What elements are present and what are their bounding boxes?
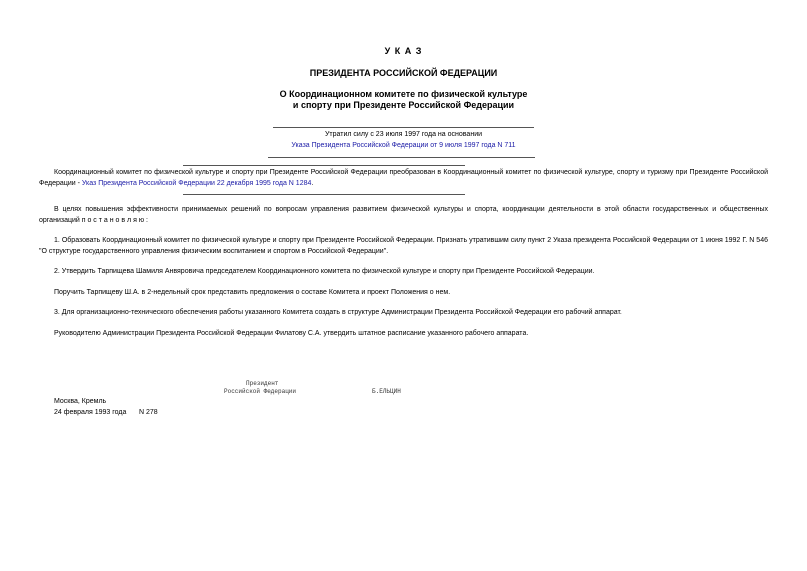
note-bottom-rule (183, 194, 465, 195)
status-text: Утратил силу с 23 июля 1997 года на основании (324, 131, 483, 138)
paragraph-2-instruction: Поручить Тарпищеву Ш.А. в 2-недельный срок представить предложения о составе Комитета и проект Положения о нем. (54, 289, 451, 296)
signature-position-1: Президент (246, 380, 279, 387)
note-text: Координационный комитет по физической культуре и спорту при Президенте Российской Федерации преобразован в Координационный комитет по физической культуре, спорту и туризму при Президенте Российской Федерации - (39, 169, 768, 187)
paragraph-4: Руководителю Администрации Президента Российской Федерации Филатову С.А. утвердить штатное расписание указанного рабочего аппарата. (54, 330, 529, 337)
status-bottom-rule (268, 157, 535, 158)
status-top-rule (273, 127, 534, 128)
note-link[interactable]: Указ Президента Российской Федерации 22 декабря 1995 года N 1284 (81, 180, 312, 187)
paragraph-preamble: В целях повышения эффективности принимаемых решений по вопросам управления развитием физической культуры и спорта, координации деятельности в этой области государственных и общественных организаций п о с т а н о в л я ю : (39, 206, 768, 224)
subject-line-1: О Координационном комитете по физической культуре (279, 89, 528, 99)
signature-position-2: Российской Федерации (224, 388, 297, 395)
date: 24 февраля 1993 года (54, 409, 127, 416)
note-top-rule (183, 165, 465, 166)
decree-number: N 278 (139, 409, 158, 416)
paragraph-2: 2. Утвердить Тарпищева Шамиля Анвяровича председателем Координационного комитета по физической культуре и спорту при Президенте Российской Федерации. (54, 268, 595, 275)
decree-title: У К А З (384, 46, 423, 56)
paragraph-1: 1. Образовать Координационный комитет по физической культуре и спорту при Президенте Российской Федерации. Признать утратившим силу пункт 2 Указа президента Российской Федерации от 1 июня 1992 Г. N 546 "О структуре государственного управления физическим воспитанием и спортом в Российской Федерации". (39, 237, 768, 255)
signature-name: Б.ЕЛЬЦИН (372, 388, 401, 395)
status-link[interactable]: Указа Президента Российской Федерации от 9 июля 1997 года N 711 (291, 142, 516, 149)
note-end: . (311, 180, 314, 187)
note-paragraph (39, 167, 768, 189)
place: Москва, Кремль (54, 398, 107, 405)
issuer-title: ПРЕЗИДЕНТА РОССИЙСКОЙ ФЕДЕРАЦИИ (309, 68, 498, 78)
subject-line-2: и спорту при Президенте Российской Федерации (292, 100, 515, 110)
paragraph-3: 3. Для организационно-технического обеспечения работы указанного Комитета создать в структуре Администрации Президента Российской Федерации его рабочий аппарат. (54, 309, 622, 316)
